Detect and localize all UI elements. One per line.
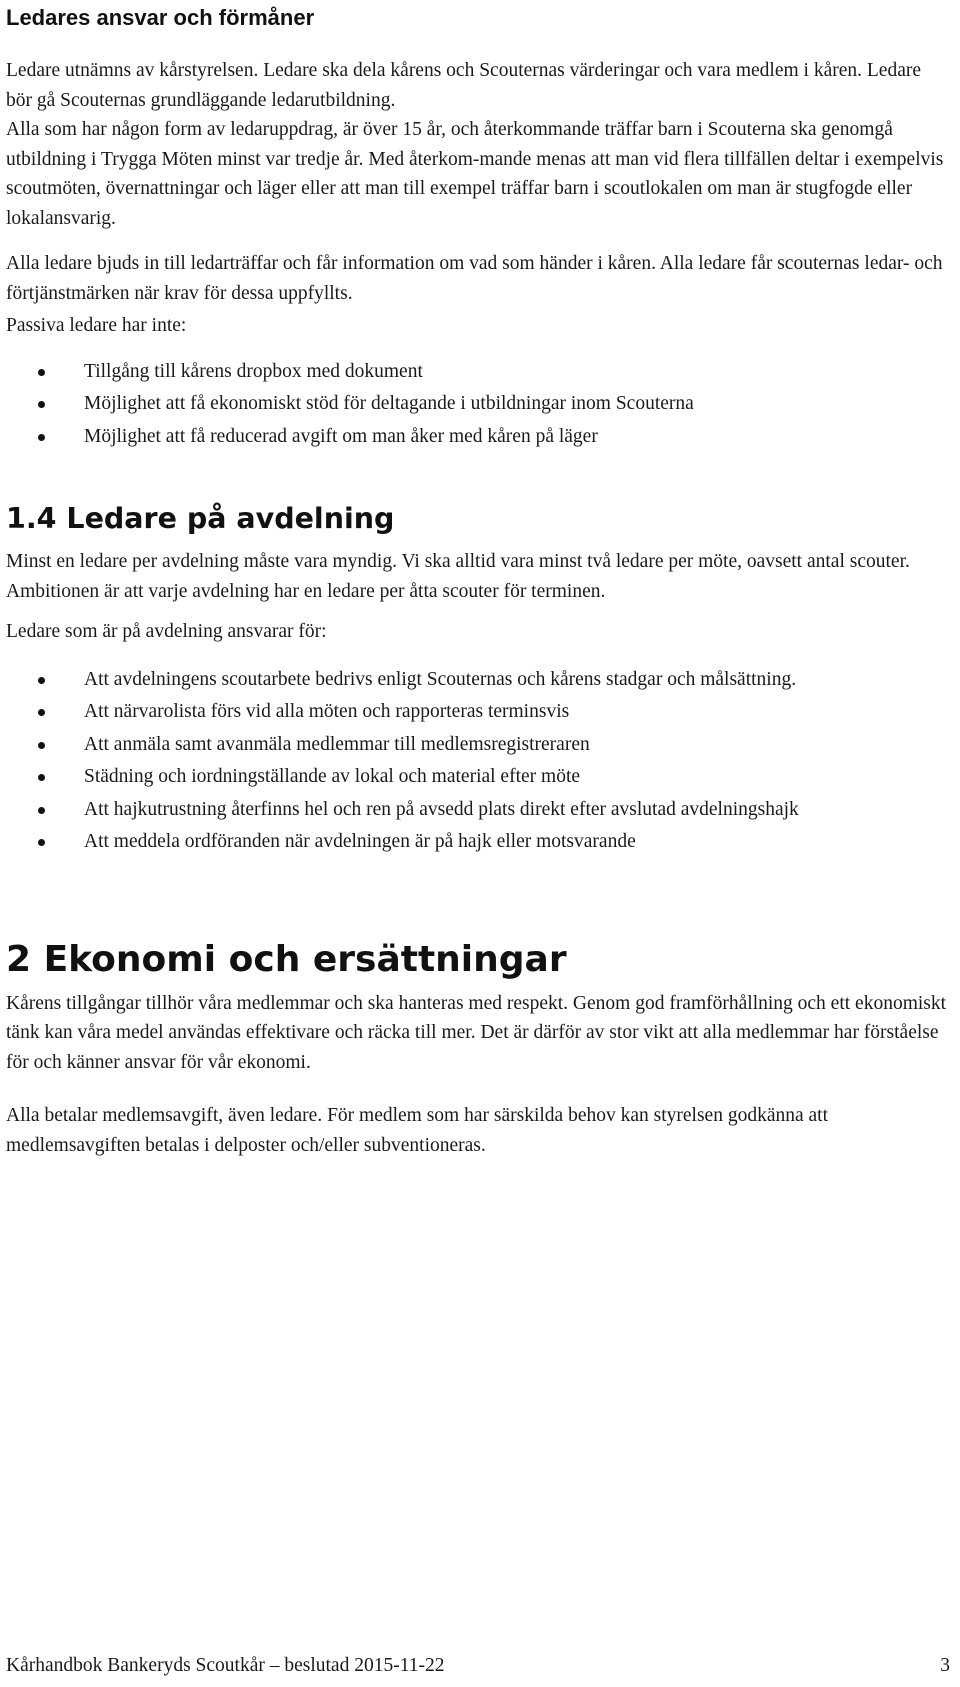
paragraph: Alla som har någon form av ledaruppdrag, är över 15 år, och återkommande träffar barn i Scouterna ska genomgå utbildning i Trygga Möten minst var tredje år. Med återkom-mande menas att man vid flera tillfällen deltar i exempelvis scoutmöten, övernattningar och läger eller att man till exempel träffar barn i scoutlokalen om man är stugfogde eller lokalansvarig. [6, 119, 944, 229]
bullet-icon [38, 369, 45, 376]
list-item: Städning och iordningställande av lokal och material efter möte [6, 762, 950, 792]
section-title: Ledares ansvar och förmåner [6, 5, 315, 30]
bullet-icon [38, 434, 45, 441]
list-item: Möjlighet att få reducerad avgift om man åker med kåren på läger [6, 422, 950, 452]
page-number: 3 [940, 1655, 950, 1676]
paragraph: Ledare utnämns av kårstyrelsen. Ledare ska dela kårens och Scouternas värderingar och vara medlem i kåren. Ledare bör gå Scouternas grundläggande ledarutbildning. [6, 60, 921, 111]
paragraph: Ledare som är på avdelning ansvarar för: [6, 621, 327, 642]
list-item: Att meddela ordföranden när avdelningen är på hajk eller motsvarande [6, 827, 950, 857]
list-item: Att närvarolista förs vid alla möten och rapporteras terminsvis [6, 697, 950, 727]
paragraph: Alla ledare bjuds in till ledarträffar och får information om vad som händer i kåren. Alla ledare får scouternas ledar- och förtjänstmärken när krav för dessa uppfyllts. [6, 253, 943, 304]
bullet-icon [38, 839, 45, 846]
list-item: Tillgång till kårens dropbox med dokument [6, 357, 950, 387]
list-item: Möjlighet att få ekonomiskt stöd för deltagande i utbildningar inom Scouterna [6, 389, 950, 419]
document-page [6, 0, 950, 1160]
bullet-icon [38, 807, 45, 814]
bullet-icon [38, 709, 45, 716]
list-item: Att hajkutrustning återfinns hel och ren på avsedd plats direkt efter avslutad avdelningshajk [6, 795, 950, 825]
passive-leader-list [6, 357, 950, 452]
bullet-icon [38, 677, 45, 684]
list-item: Att avdelningens scoutarbete bedrivs enligt Scouternas och kårens stadgar och målsättning. [6, 665, 950, 695]
paragraph: Alla betalar medlemsavgift, även ledare. För medlem som har särskilda behov kan styrelsen godkänna att medlemsavgiften betalas i delposter och/eller subventioneras. [6, 1105, 828, 1156]
paragraph: Minst en ledare per avdelning måste vara myndig. Vi ska alltid vara minst två ledare per möte, oavsett antal scouter. Ambitionen är att varje avdelning har en ledare per åtta scouter för terminen. [6, 551, 910, 602]
footer-text: Kårhandbok Bankeryds Scoutkår – beslutad 2015-11-22 [6, 1655, 445, 1676]
responsibility-list [6, 665, 950, 857]
bullet-icon [38, 774, 45, 781]
chapter-heading: 2 Ekonomi och ersättningar [6, 938, 567, 980]
section-heading: 1.4 Ledare på avdelning [6, 502, 395, 535]
bullet-icon [38, 401, 45, 408]
paragraph: Kårens tillgångar tillhör våra medlemmar och ska hanteras med respekt. Genom god framförhållning och ett ekonomiskt tänk kan våra medel användas effektivare och räcka till mer. Det är därför av stor vikt att alla medlemmar har förståelse för och känner ansvar för vår ekonomi. [6, 992, 947, 1073]
bullet-icon [38, 742, 45, 749]
paragraph: Passiva ledare har inte: [6, 315, 187, 336]
list-item: Att anmäla samt avanmäla medlemmar till medlemsregistreraren [6, 730, 950, 760]
